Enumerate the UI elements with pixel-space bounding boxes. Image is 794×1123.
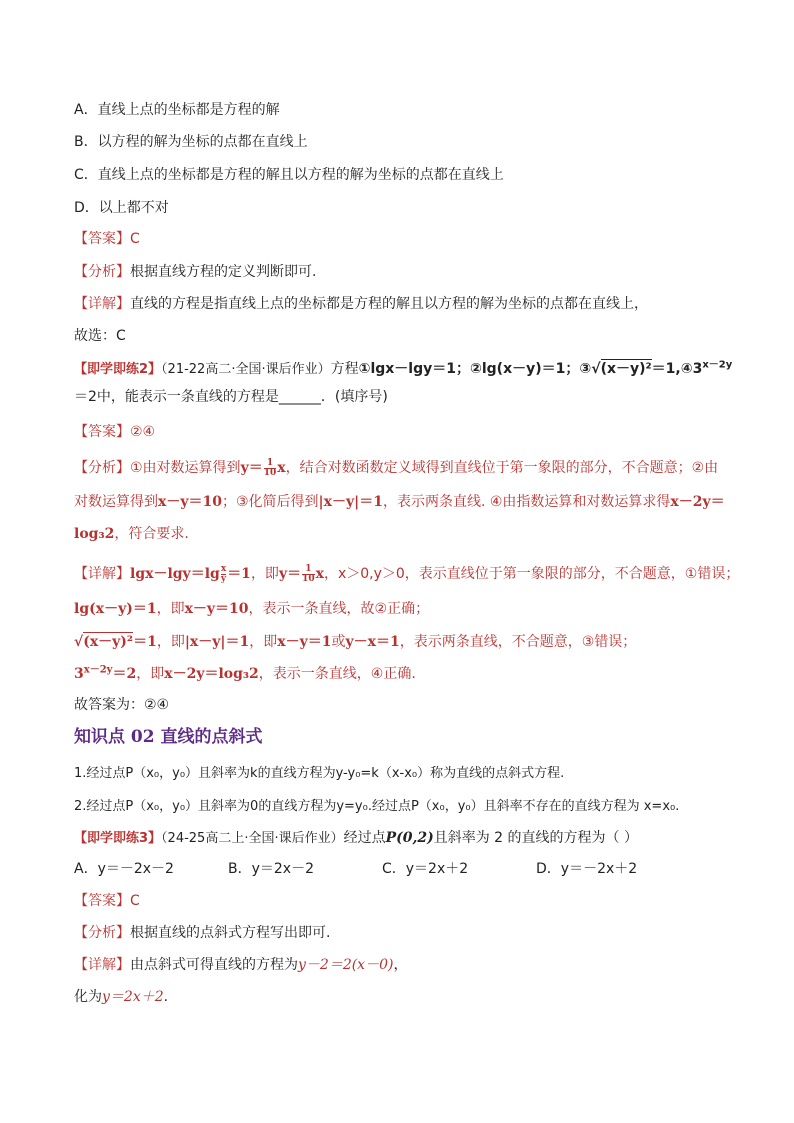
practice2-intro: 方程 <box>330 361 359 377</box>
practice2-analysis-line2 <box>74 492 754 512</box>
question-text: 且斜率为 2 的直线的方程为（ ） <box>433 830 638 846</box>
practice3-answer-value: C <box>130 893 140 909</box>
math-expr: y＝ $\frac{1}{10}$ x <box>278 563 324 584</box>
math-expr: lgx－lgy＝lg $\frac{x}{y}$ ＝1 <box>130 563 251 584</box>
practice2-detail-line2 <box>74 599 754 619</box>
math-expr: x－y＝10 <box>158 494 222 510</box>
practice2-answer-value: ②④ <box>130 424 156 440</box>
practice2-analysis-line1 <box>74 458 754 478</box>
practice2-eq2: ②lg(x－y)＝1； <box>470 361 580 377</box>
practice2-eq4-exp: x－2y <box>702 359 733 371</box>
detail-text: 或 <box>331 634 346 650</box>
analysis-text: ，结合对数函数定义域得到直线位于第一象限的部分，不合题意；②由 <box>285 460 719 476</box>
practice2-answer <box>74 422 754 442</box>
detail-line <box>74 294 754 314</box>
analysis-text: 根据直线方程的定义判断即可. <box>130 264 317 280</box>
math-expr: x－y＝1 <box>277 634 332 650</box>
math-expr: x－2y＝ <box>670 494 725 510</box>
math-expr: |x－y|＝1 <box>318 494 383 510</box>
detail-text: ，即 <box>156 601 185 617</box>
practice3-detail-tag: 【详解】 <box>74 957 130 973</box>
practice3-option-b: B．y＝2x－2 <box>228 861 314 877</box>
math-expr: y－2＝2(x－0) <box>298 957 394 973</box>
analysis-text: ，符合要求. <box>114 526 189 542</box>
math-expr: y＝ $\frac{1}{10}$ x <box>240 457 286 478</box>
math-radicand: (x－y)² <box>83 634 134 650</box>
practice3-answer-tag: 【答案】 <box>74 893 130 909</box>
practice3-option-a: A．y＝－2x－2 <box>74 861 174 877</box>
practice3-detail <box>74 955 754 975</box>
detail-text: ，表示一条直线，④正确. <box>258 666 416 682</box>
analysis-text: ，表示两条直线. ④由指数运算和对数运算求得 <box>382 494 671 510</box>
practice2-eq3-prefix: ③ <box>579 361 592 377</box>
practice2-question-line2: ＝2中，能表示一条直线的方程是______．(填序号) <box>74 389 388 405</box>
practice3-tag: 【即学即练3】 <box>74 831 162 846</box>
practice2-tag: 【即学即练2】 <box>74 362 162 377</box>
practice2-eq1: ①lgx－lgy＝1； <box>358 361 470 377</box>
practice2-analysis-line3 <box>74 524 754 544</box>
practice3-source: （24-25高二上·全国·课后作业） <box>161 831 344 846</box>
detail-text: ，x＞0,y＞0，表示直线位于第一象限的部分，不合题意，①错误； <box>323 566 740 582</box>
practice3-analysis-tag: 【分析】 <box>74 925 130 941</box>
analysis-line <box>74 262 754 282</box>
practice3-question <box>74 828 754 849</box>
practice3-option-c: C．y＝2x＋2 <box>382 861 469 877</box>
math-expr: ＝2 <box>112 666 137 682</box>
math-expr: y－x＝1 <box>345 634 400 650</box>
math-expr: ＝1 <box>133 634 157 650</box>
section-point-1: 1.经过点P（x₀，y₀）且斜率为k的直线方程为y-y₀=k（x-x₀）称为直线的点斜式方程. <box>74 766 565 781</box>
analysis-text: 根据直线的点斜式方程写出即可. <box>130 925 331 941</box>
practice3-option-d: D．y＝－2x＋2 <box>536 861 638 877</box>
practice2-analysis-tag: 【分析】 <box>74 460 130 476</box>
math-expr: |x－y|＝1 <box>184 634 250 650</box>
analysis-tag: 【分析】 <box>74 264 130 280</box>
answer-line <box>74 229 754 249</box>
practice2-eq3-post: ＝1, <box>651 361 681 377</box>
detail-text: 化为 <box>74 989 102 1005</box>
practice2-question: 【即学即练2】（21-22高二·全国·课后作业）方程①lgx－lgy＝1；②lg(x－y)＝1；$③√(x-y)^2=1,④3^{x-2y}$ <box>74 359 733 377</box>
practice2-conclusion: 故答案为：②④ <box>74 697 170 713</box>
practice2-eq4-base: ④3 <box>680 361 703 377</box>
option-a: A．直线上点的坐标都是方程的解 <box>74 102 280 118</box>
answer-tag: 【答案】 <box>74 231 130 247</box>
detail-text: ，即 <box>250 566 279 582</box>
option-c: C．直线上点的坐标都是方程的解且以方程的解为坐标的点都在直线上 <box>74 167 504 183</box>
practice2-eq3-radicand: (x－y)² <box>600 361 652 377</box>
question-text: 经过点 <box>343 830 386 846</box>
detail-text: 由点斜式可得直线的方程为 <box>130 957 298 973</box>
section-point-2: 2.经过点P（x₀，y₀）且斜率为0的直线方程为y=y₀.经过点P（x₀，y₀）且斜率不存在的直线方程为 x=x₀. <box>74 799 680 814</box>
detail-text: . <box>163 989 169 1005</box>
math-expr: P(0,2) <box>385 830 434 846</box>
detail-text: 直线的方程是指直线上点的坐标都是方程的解且以方程的解为坐标的点都在直线上， <box>130 296 648 312</box>
section-heading: 知识点 02 直线的点斜式 <box>74 727 263 747</box>
choose-line: 故选：C <box>74 328 126 344</box>
detail-text: ， <box>393 957 408 973</box>
practice2-detail-line1 <box>74 564 754 584</box>
math-expr: $3^{x-2y}$ <box>74 664 113 682</box>
math-expr: log₃2 <box>74 526 115 542</box>
practice2-source: （21-22高二·全国·课后作业） <box>161 362 331 377</box>
detail-text: ，即 <box>136 666 165 682</box>
detail-text: ，即 <box>249 634 278 650</box>
option-b: B．以方程的解为坐标的点都在直线上 <box>74 134 308 150</box>
math-expr: lg(x－y)＝1 <box>74 601 157 617</box>
detail-text: ，表示两条直线，不合题意，③错误； <box>399 634 637 650</box>
practice2-detail-line3: √(x－y)²＝1，即|x－y|＝1，即x－y＝1或y－x＝1，表示两条直线，不合题意，③错误； <box>74 634 637 650</box>
practice3-final <box>74 987 754 1007</box>
practice3-analysis <box>74 923 754 943</box>
practice2-detail-line4 <box>74 664 754 684</box>
analysis-text: ；③化简后得到 <box>221 494 319 510</box>
math-expr: x－y＝10 <box>184 601 249 617</box>
analysis-text: ①由对数运算得到 <box>130 460 241 476</box>
practice3-answer <box>74 891 754 911</box>
analysis-text: 对数运算得到 <box>74 494 158 510</box>
option-d: D．以上都不对 <box>74 200 169 216</box>
answer-value: C <box>130 231 140 247</box>
practice2-detail-tag: 【详解】 <box>74 566 130 582</box>
detail-text: ，表示一条直线，故②正确； <box>248 601 430 617</box>
math-expr: y＝2x＋2 <box>102 989 164 1005</box>
math-expr: x－2y＝log₃2 <box>164 666 259 682</box>
detail-text: ，即 <box>156 634 185 650</box>
practice2-answer-tag: 【答案】 <box>74 424 130 440</box>
detail-tag: 【详解】 <box>74 296 130 312</box>
